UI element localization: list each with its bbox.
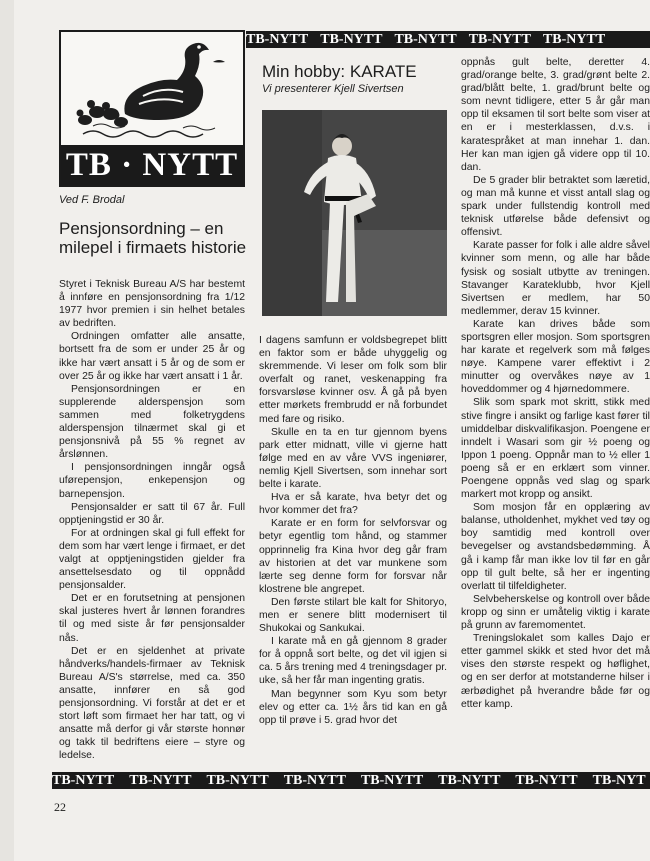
paragraph: I pensjonsordningen inngår også uførepensjon, enkepensjon og barnepensjon. <box>59 462 245 500</box>
strip-item: TB-NYTT <box>438 773 501 788</box>
paragraph: Som mosjon får en opplæring av balanse, utholdenhet, mykhet ved tøy og boy samtidig med kontroll over bevegelser og avstandsbedømming. Å gå i kamp får man ikke lov til før en går opp til gult belte, så her er ingenting overlatt til tilfeldigheter. <box>461 502 650 592</box>
paragraph: Den første stilart ble kalt for Shitoryo, men er senere blitt modernisert til Shukokai og Sankukai. <box>259 596 447 635</box>
strip-item: TB-NYTT <box>52 773 115 788</box>
paragraph: Treningslokalet som kalles Dajo er etter gammel skikk et sted hvor det må vises den største respekt og høflighet, og en ser derfor at motstanderne hilser i ærbødighet på hverandre både før og etter kamp. <box>461 633 650 710</box>
paragraph: For at ordningen skal gi full effekt for dem som har vært lenge i firmaet, er det valgt at opptjeningstiden gjelder fra ansettelsesdato og til oppnådd pensjonsalder. <box>59 527 245 592</box>
strip-item: TB-NYTT <box>246 32 309 47</box>
paragraph: Pensjonsordningen er en supplerende alderspensjon som sammen med folketrygdens alderspensjon tilnærmet skal gi et pensjonsnivå på 55 % regnet av årslønnen. <box>59 383 245 461</box>
footer-strip <box>52 772 650 789</box>
duck-family-illustration <box>63 34 241 144</box>
karate-photo <box>262 110 447 316</box>
strip-item: TB-NYTT <box>468 32 531 47</box>
strip-item: TB-NYTT <box>129 773 192 788</box>
paragraph: Slik som spark mot skritt, stikk med stive fingre i ansikt og farlige kast fører til umiddelbar diskvalifikasjon. Poengene er inndelt i Wasari som gir ½ poeng og Ippon 1 poeng. Oppnår man to ½ eller 1 poeng så er en erklært som vinner. Poengene oppnås ved slag og spark markert mot kropp og ansikt. <box>461 397 650 501</box>
logo-banner: TB · NYTT <box>61 145 243 185</box>
strip-item: TB-NYTT <box>394 32 457 47</box>
hobby-article-body-col3 <box>461 56 650 711</box>
byline: Ved F. Brodal <box>59 194 125 206</box>
paragraph: Karate passer for folk i alle aldre såvel kvinner som menn, og alle har både fysisk og sosialt utbytte av treningen. Stavanger Karateklubb, hvor Kjell Sivertsen er medlem, har 50 medlemmer, derav 15 kvinner. <box>461 240 650 317</box>
paragraph: Styret i Teknisk Bureau A/S har bestemt å innføre en pensjonsordning fra 1/12 1977 hvor premien i sin helhet betales av bedriften. <box>59 279 245 330</box>
paragraph: I dagens samfunn er voldsbegrepet blitt en faktor som er både uhyggelig og skremmende. Vi leser om folk som blir overfalt og ranet, veskenapping fra forsvarsløse kvinner osv. Å gå på byen etter mørkets frembrudd er nå forbundet med fare og risiko. <box>259 335 447 425</box>
paragraph: Selvbeherskelse og kontroll over både kropp og sinn er umåtelig viktig i karate på grunn av faremomentet. <box>461 593 650 632</box>
hobby-article-subtitle: Vi presenterer Kjell Sivertsen <box>262 83 404 95</box>
paragraph: Ordningen omfatter alle ansatte, bortsett fra de som er under 25 år og ikke har vært ansatt i 5 år og de som er over 25 år og ikke har vært ansatt i 1 år. <box>59 331 245 382</box>
paragraph: Man begynner som Kyu som betyr elev og etter ca. 1½ års tid kan en gå opp til prøve i 5. grad hvor det <box>259 688 447 726</box>
header-strip <box>246 31 650 48</box>
page-edge <box>0 0 14 861</box>
strip-item: TB-NYTT <box>206 773 269 788</box>
paragraph: Pensjonsalder er satt til 67 år. Full opptjeningstid er 30 år. <box>59 501 245 526</box>
pension-article-body <box>59 278 245 762</box>
tb-nytt-logo <box>59 30 245 187</box>
karate-figure-illustration <box>262 110 447 316</box>
page-number: 22 <box>54 800 66 814</box>
paragraph: Karate kan drives både som sportsgren eller mosjon. Som sportsgren har karate et regelverk som må følges nøye. Kampene varer effektivt i 2 minutter og overvåkes nøye av 1 hoveddommer og 4 hjørnedommere. <box>461 318 650 396</box>
strip-item: TB-NYTT <box>515 773 578 788</box>
strip-item: TB-NYTT <box>542 32 606 47</box>
paragraph: I karate må en gå gjennom 8 grader for å oppnå sort belte, og det vil igjen si ca. 5 års trening med 4 treningsdager pr. uke, så her får man ingenting gratis. <box>259 636 447 687</box>
strip-item: TB-NYTT <box>360 773 424 788</box>
paragraph: oppnås gult belte, deretter 4. grad/orange belte, 3. grad/grønt belte 2. grad/blått belte, 1. grad/brunt belte og som nevnt tidligere, etter 5 år går man opp til eksamen til sort belte som viser at en er i mesterklassen, d.v.s. i karatespråket at man innehar 1. dan. Her kan man igjen gå videre opp til 10. dan. <box>461 57 650 173</box>
hobby-article-body-col2 <box>259 334 447 727</box>
paragraph: Skulle en ta en tur gjennom byens park etter midnatt, ville vi gjerne hatt følge med en av våre VVS ingeniører, nemlig Kjell Sivertsen, som innehar sort belte i karate. <box>259 426 447 491</box>
hobby-article-title: Min hobby: KARATE <box>262 62 417 81</box>
paragraph: Karate er en form for selvforsvar og betyr egentlig tom hånd, og stammer opprinnelig fra Kina hvor deg går fram av historien at det var munkene som lærte seg denne form for forsvar når klostrene ble angrepet. <box>259 518 447 595</box>
paragraph: Det er en forutsetning at pensjonen skal justeres hvert år lønnen forandres til og med siste år før pensjonsalder nås. <box>59 593 245 644</box>
paragraph: Hva er så karate, hva betyr det og hvor kommer det fra? <box>259 492 447 517</box>
strip-item: TB-NYTT <box>320 32 383 47</box>
paragraph: De 5 grader blir betraktet som læretid, og man må kunne et visst antall slag og spark under fullstendig kontroll med teknisk utførelse både defensivt og offensivt. <box>461 174 650 239</box>
strip-item: TB-NYT <box>592 773 646 788</box>
paragraph: Det er en sjeldenhet at private håndverks/handels-firmaer av Teknisk Bureau A/S's størrelse, med ca. 350 ansatte, innfører en så god pensjonsordning. Vi forstår at det er et stort løft som firmaet her har tatt, og vi ansatte må derfor gi vår største honnør og takk til bedriftens eiere – styre og ledelse. <box>59 645 245 762</box>
strip-item: TB-NYTT <box>283 773 346 788</box>
pension-article-title: Pensjonsordning – en milepel i firmaets historie <box>59 219 247 257</box>
